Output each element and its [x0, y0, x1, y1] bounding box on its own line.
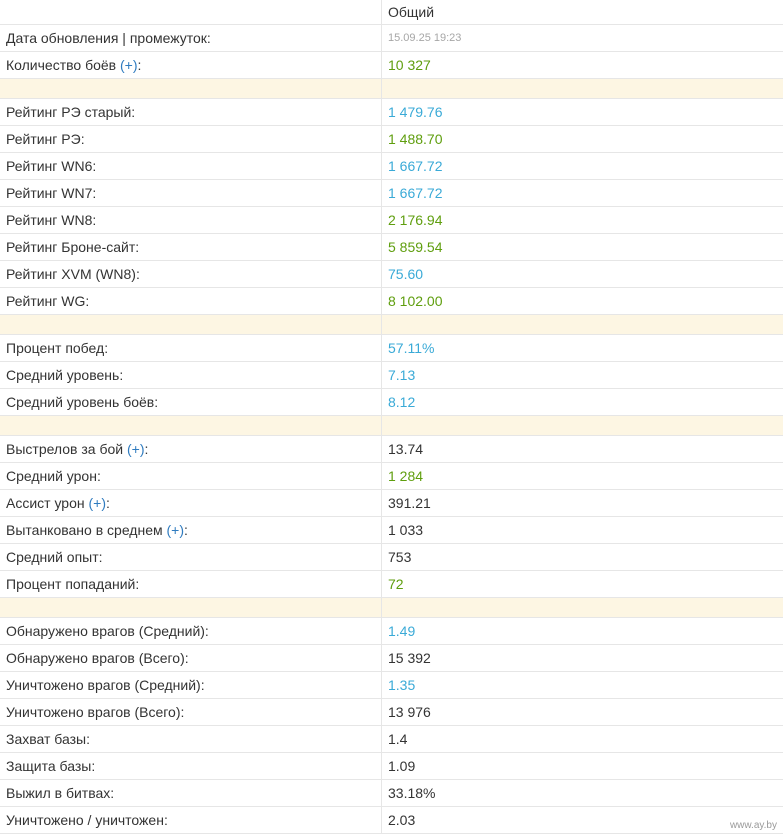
stat-row-survived	[0, 780, 783, 807]
stat-value: 2 176.94	[382, 207, 783, 234]
stat-row-tanked	[0, 517, 783, 544]
stat-row-re-old	[0, 99, 783, 126]
stat-label: Уничтожено врагов (Всего):	[0, 699, 382, 726]
stat-label: Обнаружено врагов (Средний):	[0, 618, 382, 645]
stat-label: Процент побед:	[0, 335, 382, 362]
stat-value: 1 284	[382, 463, 783, 490]
stat-row-wg	[0, 288, 783, 315]
stat-row-avg-tier	[0, 362, 783, 389]
stat-label: Рейтинг РЭ:	[0, 126, 382, 153]
stat-value: 1.49	[382, 618, 783, 645]
stat-label: Дата обновления | промежуток:	[0, 25, 382, 52]
stat-label: Ассист урон (+):	[0, 490, 382, 517]
stat-value: 75.60	[382, 261, 783, 288]
stat-label: Уничтожено / уничтожен:	[0, 807, 382, 834]
stat-value: 1.35	[382, 672, 783, 699]
stat-value: 15 392	[382, 645, 783, 672]
stat-label: Рейтинг WN7:	[0, 180, 382, 207]
stat-row-avg-battle-tier	[0, 389, 783, 416]
stat-value: 1 667.72	[382, 153, 783, 180]
separator-row	[0, 79, 783, 99]
stat-row-assist	[0, 490, 783, 517]
stat-row-kd-ratio	[0, 807, 783, 834]
stat-row-re	[0, 126, 783, 153]
stat-label: Обнаружено врагов (Всего):	[0, 645, 382, 672]
details-plus-link[interactable]: (+)	[126, 441, 145, 457]
stat-row-hit-rate	[0, 571, 783, 598]
stat-value: 1 479.76	[382, 99, 783, 126]
stat-value: 5 859.54	[382, 234, 783, 261]
stat-value: 8.12	[382, 389, 783, 416]
separator-row	[0, 598, 783, 618]
stat-row-spotted-avg	[0, 618, 783, 645]
stat-label: Рейтинг XVM (WN8):	[0, 261, 382, 288]
stat-row-wn8	[0, 207, 783, 234]
stat-label: Рейтинг WN6:	[0, 153, 382, 180]
stat-row-wn6	[0, 153, 783, 180]
stat-row-battles	[0, 52, 783, 79]
stat-row-spotted-total	[0, 645, 783, 672]
stat-value: 8 102.00	[382, 288, 783, 315]
stat-label: Количество боёв (+):	[0, 52, 382, 79]
stat-label: Выстрелов за бой (+):	[0, 436, 382, 463]
stat-label: Рейтинг WN8:	[0, 207, 382, 234]
separator-row	[0, 416, 783, 436]
stat-label: Защита базы:	[0, 753, 382, 780]
stat-row-destroyed-avg	[0, 672, 783, 699]
stat-row-update-date	[0, 25, 783, 52]
stat-label: Процент попаданий:	[0, 571, 382, 598]
separator-row	[0, 315, 783, 335]
stat-value: 7.13	[382, 362, 783, 389]
stat-value: 391.21	[382, 490, 783, 517]
stat-label: Рейтинг РЭ старый:	[0, 99, 382, 126]
stat-label: Выжил в битвах:	[0, 780, 382, 807]
header-row	[0, 0, 783, 25]
stat-value: 13.74	[382, 436, 783, 463]
watermark: www.ay.by	[729, 820, 777, 831]
details-plus-link[interactable]: (+)	[88, 495, 106, 511]
stat-value: 1 667.72	[382, 180, 783, 207]
stat-label: Средний уровень боёв:	[0, 389, 382, 416]
stat-value: 13 976	[382, 699, 783, 726]
stat-value: 1 488.70	[382, 126, 783, 153]
stat-label: Рейтинг Броне-сайт:	[0, 234, 382, 261]
stat-value: 2.03	[382, 807, 783, 834]
stat-row-defense	[0, 753, 783, 780]
stat-value: 753	[382, 544, 783, 571]
stat-label: Уничтожено врагов (Средний):	[0, 672, 382, 699]
stat-value: 1.09	[382, 753, 783, 780]
stat-value: 15.09.25 19:23	[382, 25, 783, 52]
stat-label: Средний уровень:	[0, 362, 382, 389]
header-empty-cell	[0, 0, 382, 25]
stat-label: Рейтинг WG:	[0, 288, 382, 315]
stat-row-destroyed-total	[0, 699, 783, 726]
stat-value: 33.18%	[382, 780, 783, 807]
details-plus-link[interactable]: (+)	[120, 57, 138, 73]
column-title: Общий	[382, 0, 783, 25]
stat-label: Вытанковано в среднем (+):	[0, 517, 382, 544]
details-plus-link[interactable]: (+)	[166, 522, 185, 538]
stat-label: Средний опыт:	[0, 544, 382, 571]
stat-value: 10 327	[382, 52, 783, 79]
stat-value: 57.11%	[382, 335, 783, 362]
stat-value: 1.4	[382, 726, 783, 753]
stat-row-capture	[0, 726, 783, 753]
stat-row-xvm	[0, 261, 783, 288]
stat-value: 1 033	[382, 517, 783, 544]
stat-row-avg-xp	[0, 544, 783, 571]
stat-row-armor-site	[0, 234, 783, 261]
stat-label: Средний урон:	[0, 463, 382, 490]
stat-value: 72	[382, 571, 783, 598]
stat-row-win-rate	[0, 335, 783, 362]
stat-row-wn7	[0, 180, 783, 207]
stat-label: Захват базы:	[0, 726, 382, 753]
stat-row-avg-damage	[0, 463, 783, 490]
stat-row-shots	[0, 436, 783, 463]
